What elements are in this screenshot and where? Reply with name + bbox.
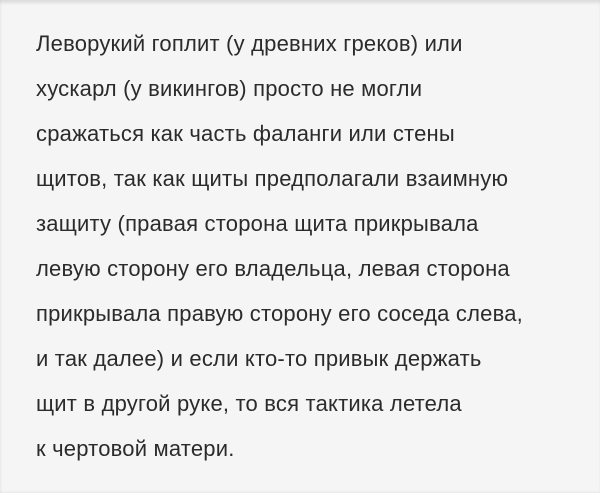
- paragraph-line: левую сторону его владельца, левая сторона: [36, 256, 510, 281]
- paragraph-line: прикрывала правую сторону его соседа слева,: [36, 301, 523, 326]
- post-paragraph: [36, 21, 576, 471]
- paragraph-line: к чертовой матери.: [36, 436, 235, 461]
- paragraph-line: щитов, так как щиты предполагали взаимную: [36, 166, 509, 191]
- paragraph-line: сражаться как часть фаланги или стены: [36, 121, 455, 146]
- paragraph-line: и так далее) и если кто-то привык держать: [36, 346, 482, 371]
- paragraph-line: защиту (правая сторона щита прикрывала: [36, 211, 479, 236]
- paragraph-line: щит в другой руке, то вся тактика летела: [36, 391, 462, 416]
- paragraph-line: Леворукий гоплит (у древних греков) или: [36, 31, 463, 56]
- paragraph-line: хускарл (у викингов) просто не могли: [36, 76, 423, 101]
